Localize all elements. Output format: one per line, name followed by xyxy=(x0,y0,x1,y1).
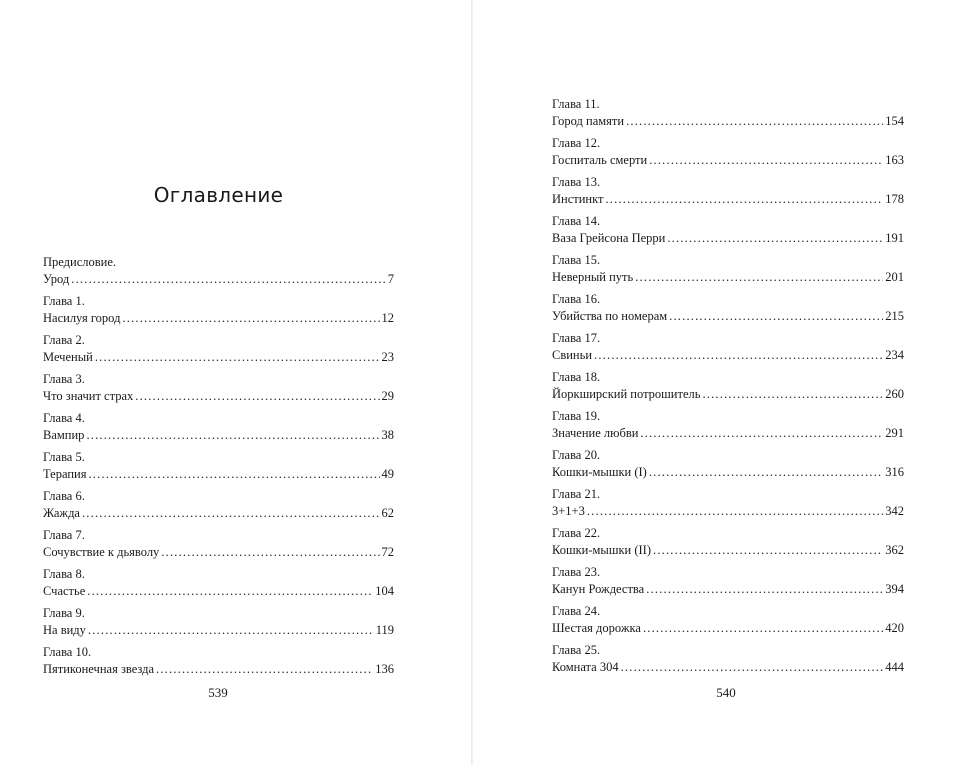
chapter-heading: Глава 5. xyxy=(43,450,85,464)
dot-leader xyxy=(653,542,883,559)
chapter-page-number: 191 xyxy=(885,231,904,245)
chapter-line xyxy=(43,661,394,678)
chapter-heading: Глава 21. xyxy=(552,487,601,501)
chapter-line xyxy=(43,622,394,639)
toc-entry xyxy=(43,488,394,527)
toc-list-right xyxy=(552,96,904,681)
chapter-title: Канун Рождества xyxy=(552,582,645,596)
chapter-title: На виду xyxy=(43,623,86,637)
chapter-title: Госпиталь смерти xyxy=(552,153,648,167)
chapter-line xyxy=(43,583,394,600)
chapter-heading: Глава 14. xyxy=(552,214,601,228)
chapter-page-number: 104 xyxy=(375,584,394,598)
chapter-heading: Глава 20. xyxy=(552,448,601,462)
chapter-page-number: 23 xyxy=(381,350,394,364)
toc-entry xyxy=(552,486,904,525)
toc-entry xyxy=(552,174,904,213)
chapter-line xyxy=(43,466,394,483)
dot-leader xyxy=(669,308,883,325)
dot-leader xyxy=(640,425,883,442)
chapter-heading: Глава 2. xyxy=(43,333,85,347)
toc-list-left xyxy=(43,254,394,683)
dot-leader xyxy=(122,310,379,327)
chapter-line xyxy=(43,388,394,405)
chapter-page-number: 29 xyxy=(381,389,394,403)
chapter-line xyxy=(43,349,394,366)
chapter-line xyxy=(552,308,904,325)
chapter-page-number: 234 xyxy=(885,348,904,362)
dot-leader xyxy=(88,622,374,639)
chapter-page-number: 342 xyxy=(885,504,904,518)
chapter-heading: Глава 18. xyxy=(552,370,601,384)
toc-entry xyxy=(43,566,394,605)
chapter-title: Инстинкт xyxy=(552,192,604,206)
chapter-title: Ваза Грейсона Перри xyxy=(552,231,666,245)
chapter-line xyxy=(43,544,394,561)
chapter-title: Кошки-мышки (I) xyxy=(552,465,647,479)
chapter-page-number: 394 xyxy=(885,582,904,596)
chapter-page-number: 154 xyxy=(885,114,904,128)
chapter-line xyxy=(552,113,904,130)
chapter-line xyxy=(43,271,394,288)
dot-leader xyxy=(649,152,883,169)
toc-entry xyxy=(43,527,394,566)
chapter-line xyxy=(552,542,904,559)
chapter-heading: Глава 13. xyxy=(552,175,601,189)
toc-entry xyxy=(552,447,904,486)
dot-leader xyxy=(649,464,883,481)
chapter-page-number: 291 xyxy=(885,426,904,440)
dot-leader xyxy=(594,347,883,364)
chapter-heading: Глава 22. xyxy=(552,526,601,540)
dot-leader xyxy=(605,191,883,208)
chapter-page-number: 362 xyxy=(885,543,904,557)
toc-entry xyxy=(552,135,904,174)
chapter-title: Кошки-мышки (II) xyxy=(552,543,651,557)
toc-entry xyxy=(552,564,904,603)
toc-entry xyxy=(552,603,904,642)
right-page xyxy=(473,0,953,765)
dot-leader xyxy=(667,230,883,247)
chapter-title: Шестая дорожка xyxy=(552,621,641,635)
chapter-title: Пятиконечная звезда xyxy=(43,662,155,676)
chapter-page-number: 444 xyxy=(885,660,904,674)
chapter-title: Убийства по номерам xyxy=(552,309,668,323)
dot-leader xyxy=(156,661,373,678)
page-number: 539 xyxy=(208,685,228,700)
toc-entry xyxy=(43,332,394,371)
dot-leader xyxy=(71,271,385,288)
toc-entry xyxy=(552,291,904,330)
dot-leader xyxy=(135,388,379,405)
chapter-heading: Глава 4. xyxy=(43,411,85,425)
chapter-page-number: 201 xyxy=(885,270,904,284)
chapter-title: Счастье xyxy=(43,584,86,598)
chapter-title: 3+1+3 xyxy=(552,504,585,518)
chapter-page-number: 38 xyxy=(381,428,394,442)
chapter-title: Вампир xyxy=(43,428,85,442)
dot-leader xyxy=(646,581,883,598)
chapter-page-number: 163 xyxy=(885,153,904,167)
chapter-heading: Глава 16. xyxy=(552,292,601,306)
chapter-line xyxy=(552,464,904,481)
chapter-page-number: 62 xyxy=(381,506,394,520)
chapter-title: Жажда xyxy=(43,506,80,520)
chapter-line xyxy=(552,191,904,208)
toc-entry xyxy=(43,449,394,488)
chapter-page-number: 420 xyxy=(885,621,904,635)
chapter-line xyxy=(552,503,904,520)
chapter-title: Город памяти xyxy=(552,114,625,128)
dot-leader xyxy=(587,503,883,520)
chapter-heading: Глава 15. xyxy=(552,253,601,267)
toc-entry xyxy=(43,371,394,410)
chapter-page-number: 316 xyxy=(885,465,904,479)
toc-entry xyxy=(552,213,904,252)
toc-entry xyxy=(43,605,394,644)
dot-leader xyxy=(635,269,883,286)
chapter-heading: Предисловие. xyxy=(43,255,117,269)
dot-leader xyxy=(95,349,380,366)
chapter-title: Йоркширский потрошитель xyxy=(552,387,701,401)
chapter-line xyxy=(552,386,904,403)
toc-entry xyxy=(552,252,904,291)
chapter-title: Насилуя город xyxy=(43,311,121,325)
chapter-heading: Глава 12. xyxy=(552,136,601,150)
chapter-title: Меченый xyxy=(43,350,93,364)
dot-leader xyxy=(626,113,883,130)
chapter-title: Сочувствие к дьяволу xyxy=(43,545,160,559)
chapter-title: Комната 304 xyxy=(552,660,619,674)
chapter-page-number: 72 xyxy=(381,545,394,559)
chapter-title: Терапия xyxy=(43,467,87,481)
chapter-line xyxy=(552,152,904,169)
dot-leader xyxy=(702,386,883,403)
chapter-page-number: 260 xyxy=(885,387,904,401)
chapter-heading: Глава 19. xyxy=(552,409,601,423)
chapter-page-number: 178 xyxy=(885,192,904,206)
chapter-heading: Глава 1. xyxy=(43,294,85,308)
chapter-line xyxy=(552,581,904,598)
chapter-line xyxy=(552,347,904,364)
dot-leader xyxy=(643,620,883,637)
chapter-title: Неверный путь xyxy=(552,270,634,284)
chapter-page-number: 215 xyxy=(885,309,904,323)
chapter-line xyxy=(552,425,904,442)
toc-entry xyxy=(552,525,904,564)
dot-leader xyxy=(621,659,884,676)
dot-leader xyxy=(86,427,379,444)
page-number: 540 xyxy=(716,685,736,700)
chapter-title: Значение любви xyxy=(552,426,639,440)
toc-entry xyxy=(43,293,394,332)
chapter-title: Свиньи xyxy=(552,348,593,362)
chapter-line xyxy=(43,505,394,522)
dot-leader xyxy=(87,583,373,600)
chapter-line xyxy=(552,269,904,286)
toc-entry xyxy=(552,330,904,369)
toc-entry xyxy=(43,254,394,293)
chapter-line xyxy=(43,427,394,444)
chapter-heading: Глава 17. xyxy=(552,331,601,345)
chapter-heading: Глава 9. xyxy=(43,606,85,620)
chapter-line xyxy=(43,310,394,327)
left-page xyxy=(0,0,471,765)
chapter-page-number: 7 xyxy=(387,272,394,286)
chapter-page-number: 49 xyxy=(381,467,394,481)
toc-entry xyxy=(552,408,904,447)
chapter-heading: Глава 7. xyxy=(43,528,85,542)
chapter-heading: Глава 25. xyxy=(552,643,601,657)
chapter-title: Что значит страх xyxy=(43,389,134,403)
toc-entry xyxy=(43,410,394,449)
chapter-heading: Глава 24. xyxy=(552,604,601,618)
toc-entry xyxy=(552,96,904,135)
chapter-page-number: 119 xyxy=(375,623,394,637)
chapter-heading: Глава 11. xyxy=(552,97,600,111)
chapter-heading: Глава 3. xyxy=(43,372,85,386)
chapter-line xyxy=(552,659,904,676)
dot-leader xyxy=(161,544,379,561)
toc-entry xyxy=(552,369,904,408)
chapter-heading: Глава 10. xyxy=(43,645,92,659)
chapter-line xyxy=(552,620,904,637)
dot-leader xyxy=(88,466,379,483)
toc-entry xyxy=(43,644,394,683)
toc-title: Оглавление xyxy=(153,183,284,207)
chapter-page-number: 136 xyxy=(375,662,394,676)
chapter-heading: Глава 23. xyxy=(552,565,601,579)
chapter-line xyxy=(552,230,904,247)
chapter-heading: Глава 8. xyxy=(43,567,85,581)
chapter-heading: Глава 6. xyxy=(43,489,85,503)
chapter-page-number: 12 xyxy=(381,311,394,325)
dot-leader xyxy=(82,505,380,522)
chapter-title: Урод xyxy=(43,272,70,286)
toc-entry xyxy=(552,642,904,681)
